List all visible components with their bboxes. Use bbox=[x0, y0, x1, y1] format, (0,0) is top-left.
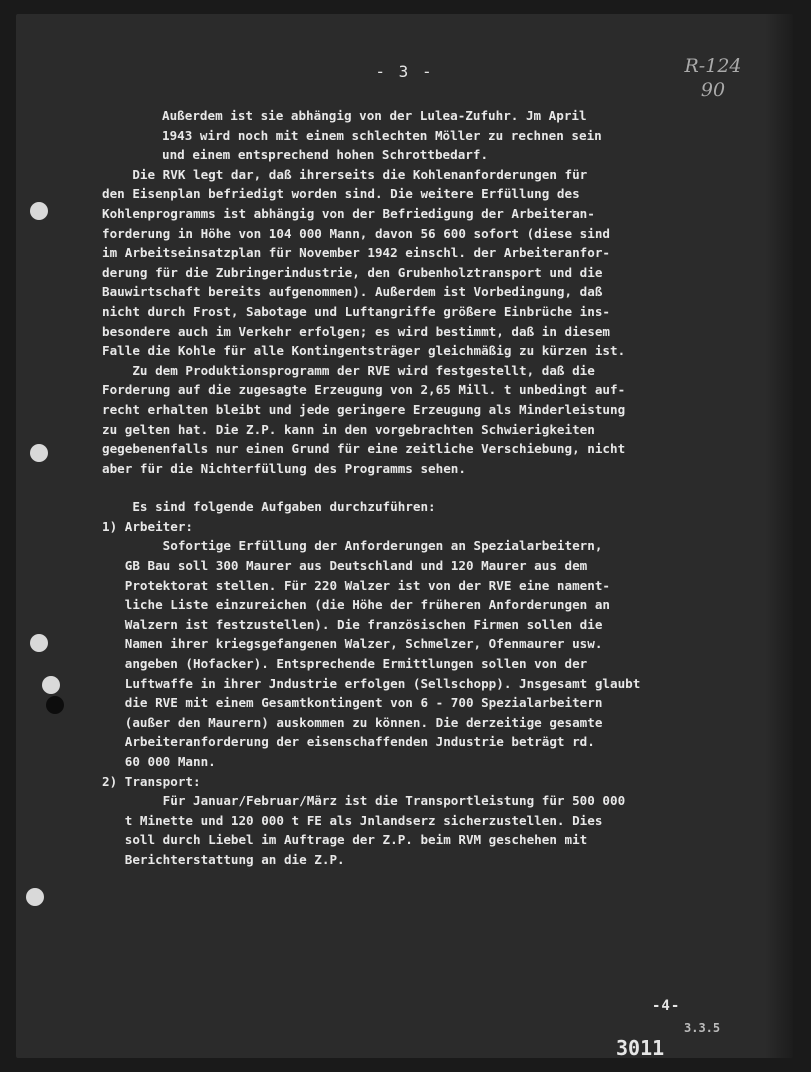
text-line: Kohlenprogramms ist abhängig von der Befriedigung der Arbeiteran- bbox=[102, 205, 595, 221]
text-line: zu gelten hat. Die Z.P. kann in den vorgebrachten Schwierigkeiten bbox=[102, 421, 595, 437]
text-line: 1943 wird noch mit einem schlechten Möller zu rechnen sein bbox=[162, 127, 602, 143]
text-line: Für Januar/Februar/März ist die Transportleistung für 500 000 bbox=[102, 793, 626, 809]
punch-hole bbox=[26, 888, 44, 906]
text-line: Bauwirtschaft bereits aufgenommen). Außerdem ist Vorbedingung, daß bbox=[102, 284, 603, 300]
archive-reference bbox=[668, 54, 758, 102]
text-line: t Minette und 120 000 t FE als Jnlandserz sicherzustellen. Dies bbox=[102, 812, 603, 828]
punch-hole bbox=[30, 444, 48, 462]
text-line: Zu dem Produktionsprogramm der RVE wird festgestellt, daß die bbox=[102, 362, 595, 378]
text-line: soll durch Liebel im Auftrage der Z.P. beim RVM geschehen mit bbox=[102, 832, 588, 848]
text-line: liche Liste einzureichen (die Höhe der früheren Anforderungen an bbox=[102, 597, 610, 613]
punch-hole bbox=[30, 634, 48, 652]
section-heading-transport: 2) Transport: bbox=[102, 773, 201, 789]
text-line: den Eisenplan befriedigt worden sind. Die weitere Erfüllung des bbox=[102, 186, 580, 202]
section-arbeiter bbox=[102, 536, 762, 771]
paragraph-gap bbox=[102, 478, 762, 497]
text-line: Außerdem ist sie abhängig von der Lulea-Zufuhr. Jm April bbox=[162, 108, 587, 123]
text-line: (außer den Maurern) auskommen zu können. Die derzeitige gesamte bbox=[102, 714, 603, 730]
text-line: GB Bau soll 300 Maurer aus Deutschland und 120 Maurer aus dem bbox=[102, 558, 588, 574]
text-line: Falle die Kohle für alle Kontingentsträger gleichmäßig zu kürzen ist. bbox=[102, 343, 626, 359]
tasks-intro: Es sind folgende Aufgaben durchzuführen: bbox=[102, 499, 436, 515]
page-edge-shadow bbox=[765, 14, 793, 1058]
text-line: aber für die Nichterfüllung des Programms sehen. bbox=[102, 460, 466, 476]
text-line: gegebenenfalls nur einen Grund für eine zeitliche Verschiebung, nicht bbox=[102, 441, 626, 457]
text-line: Sofortige Erfüllung der Anforderungen an Spezialarbeitern, bbox=[102, 538, 603, 554]
section-transport bbox=[102, 791, 762, 869]
archive-stamp-mark: 3.3.5 bbox=[684, 1021, 721, 1035]
text-line: Berichterstattung an die Z.P. bbox=[102, 851, 345, 867]
text-line: 60 000 Mann. bbox=[102, 754, 216, 769]
paragraph-lulea bbox=[102, 106, 762, 165]
text-line: angeben (Hofacker). Entsprechende Ermittlungen sollen von der bbox=[102, 656, 588, 672]
archive-stamp-number: 3011 bbox=[616, 1036, 665, 1058]
text-line: Die RVK legt dar, daß ihrerseits die Kohlenanforderungen für bbox=[102, 166, 588, 182]
page-number: - 3 - bbox=[375, 62, 434, 81]
text-line: derung für die Zubringerindustrie, den Grubenholztransport und die bbox=[102, 264, 603, 280]
document-page bbox=[16, 14, 793, 1058]
text-line: besondere auch im Verkehr erfolgen; es wird bestimmt, daß in diesem bbox=[102, 323, 610, 339]
text-line: Namen ihrer kriegsgefangenen Walzer, Schmelzer, Ofenmaurer usw. bbox=[102, 636, 603, 652]
punch-hole bbox=[30, 202, 48, 220]
paragraph-rvk bbox=[102, 165, 762, 361]
punch-hole bbox=[46, 696, 64, 714]
text-line: Luftwaffe in ihrer Jndustrie erfolgen (Sellschopp). Jnsgesamt glaubt bbox=[102, 675, 641, 691]
archive-reference-line2: 90 bbox=[700, 79, 726, 101]
document-body bbox=[102, 106, 762, 870]
section-heading-arbeiter: 1) Arbeiter: bbox=[102, 518, 193, 534]
text-line: die RVE mit einem Gesamtkontingent von 6 - 700 Spezialarbeitern bbox=[102, 695, 603, 711]
punch-hole bbox=[42, 676, 60, 694]
paragraph-rve bbox=[102, 361, 762, 479]
text-line: Walzern ist festzustellen). Die französischen Firmen sollen die bbox=[102, 616, 603, 632]
next-page-marker: -4- bbox=[652, 998, 681, 1014]
text-line: forderung in Höhe von 104 000 Mann, davon 56 600 sofort (diese sind bbox=[102, 225, 610, 241]
text-line: Protektorat stellen. Für 220 Walzer ist von der RVE eine nament- bbox=[102, 577, 610, 593]
text-line: und einem entsprechend hohen Schrottbedarf. bbox=[162, 147, 489, 163]
archive-reference-line1: R-124 bbox=[684, 55, 742, 77]
text-line: recht erhalten bleibt und jede geringere Erzeugung als Minderleistung bbox=[102, 401, 626, 417]
text-line: im Arbeitseinsatzplan für November 1942 einschl. der Arbeiteranfor- bbox=[102, 245, 610, 261]
text-line: Arbeiteranforderung der eisenschaffenden Jndustrie beträgt rd. bbox=[102, 734, 595, 750]
text-line: Forderung auf die zugesagte Erzeugung von 2,65 Mill. t unbedingt auf- bbox=[102, 382, 626, 398]
text-line: nicht durch Frost, Sabotage und Luftangriffe größere Einbrüche ins- bbox=[102, 303, 610, 319]
